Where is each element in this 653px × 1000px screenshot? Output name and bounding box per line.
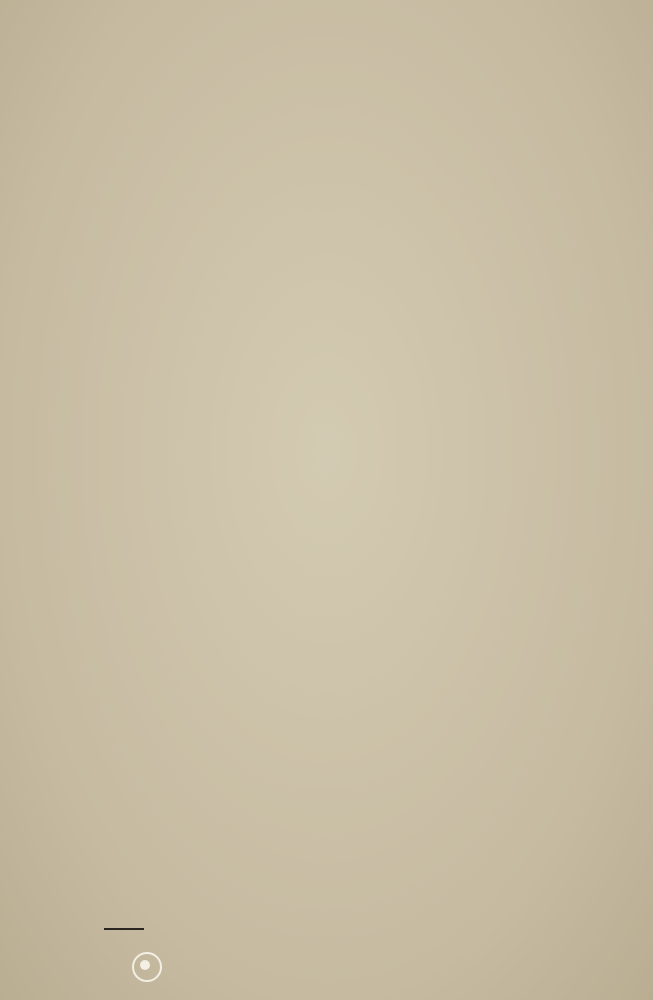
- library-logo-icon: [132, 952, 162, 982]
- vertical-text-body: [46, 188, 614, 848]
- library-watermark: [132, 950, 234, 984]
- top-ornament-border: [56, 104, 612, 148]
- bottom-ornament-border: [56, 876, 612, 924]
- page-number: [98, 928, 150, 930]
- library-name: [168, 962, 228, 973]
